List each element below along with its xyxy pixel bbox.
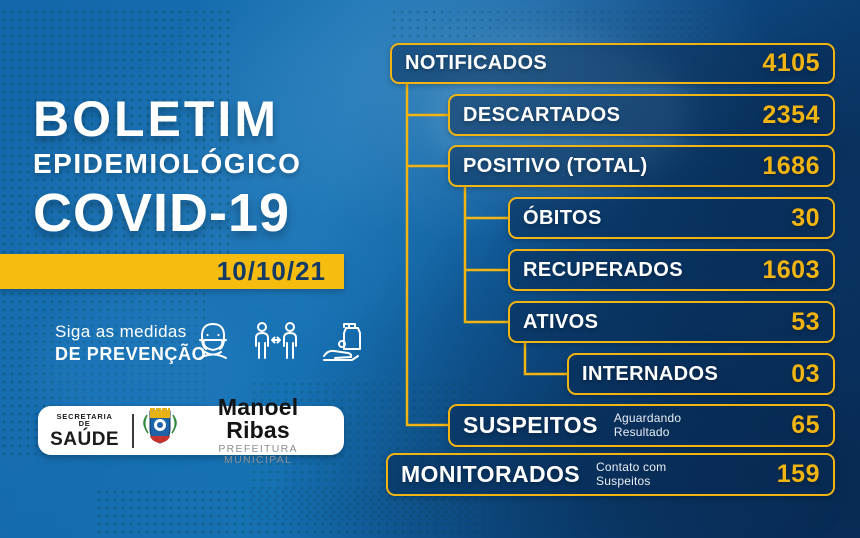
stat-label: INTERNADOS: [582, 362, 719, 385]
stat-monitorados: [386, 453, 835, 496]
health-department-label: [50, 413, 119, 449]
stat-label: ATIVOS: [523, 310, 599, 333]
divider: [132, 414, 134, 448]
stat-label: MONITORADOS: [401, 461, 581, 487]
stat-value: 1603: [762, 255, 820, 284]
stat-sublabel: Contato com Suspeitos: [596, 459, 667, 488]
municipality-label: [184, 396, 332, 465]
prevention-line1: Siga as medidas: [55, 322, 187, 341]
stat-suspeitos: [448, 404, 835, 447]
stat-recuperados: [508, 249, 835, 291]
bulletin-date: 10/10/21: [216, 256, 326, 286]
footer-logo: [38, 394, 344, 466]
hand-sanitizer-icon: [318, 318, 368, 366]
stat-sublabel: Aguardando Resultado: [613, 410, 682, 439]
stat-positivo-total: [448, 145, 835, 187]
stat-value: 30: [791, 203, 820, 232]
stat-value: 159: [776, 460, 820, 488]
secretaria-de-label: SECRETARIA DE: [56, 411, 113, 428]
stat-label: SUSPEITOS: [463, 412, 598, 438]
stat-label: DESCARTADOS: [463, 103, 621, 126]
stat-descartados: [448, 94, 835, 136]
social-distance-icon: [250, 318, 302, 366]
prevention-line2: DE PREVENÇÃO: [55, 344, 207, 364]
stat-label: RECUPERADOS: [523, 258, 683, 281]
coat-of-arms-icon: [143, 407, 177, 454]
stat-label: ÓBITOS: [523, 206, 602, 229]
prevention-icons: [192, 318, 368, 366]
stat-label: NOTIFICADOS: [405, 52, 548, 74]
bulletin-subtitle: EPIDEMIOLÓGICO: [33, 148, 302, 179]
halftone-texture: [390, 8, 710, 38]
covid19-title: COVID-19: [33, 183, 291, 243]
prevention-message: [55, 322, 206, 365]
city-subtitle: PREFEITURA MUNICIPAL: [218, 443, 298, 466]
date-banner: [0, 254, 344, 289]
stat-value: 2354: [762, 100, 820, 129]
stat-label: POSITIVO (TOTAL): [463, 154, 648, 177]
city-name: Manoel Ribas: [217, 394, 299, 443]
stat-value: 65: [791, 411, 820, 439]
stat-value: 4105: [762, 49, 820, 77]
stat-ativos: [508, 301, 835, 343]
stat-value: 03: [791, 359, 820, 388]
stat-value: 53: [791, 307, 820, 336]
bulletin-title: BOLETIM: [33, 91, 279, 147]
face-mask-icon: [192, 318, 234, 366]
saude-label: SAÚDE: [50, 428, 120, 450]
stat-internados: [567, 353, 835, 395]
stat-value: 1686: [762, 151, 820, 180]
stat-obitos: [508, 197, 835, 239]
stat-notificados: [390, 43, 835, 84]
